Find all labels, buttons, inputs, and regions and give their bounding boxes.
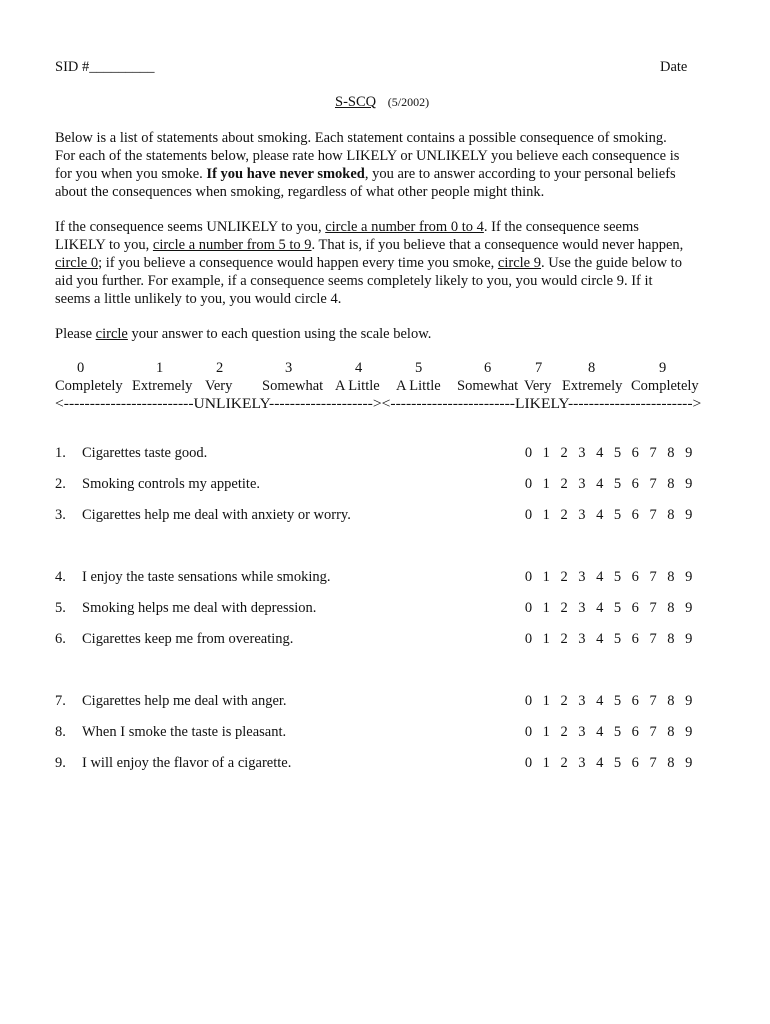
rating-option[interactable]: 7 [649,569,657,585]
rating-option[interactable]: 5 [613,631,622,647]
rating-option[interactable]: 5 [613,600,622,616]
rating-option[interactable]: 0 [524,724,533,740]
rating-option[interactable]: 2 [560,600,568,616]
scale-number: 2 [216,360,224,376]
rating-option[interactable]: 0 [524,755,533,771]
circle-0-underline: circle 0 [55,255,99,271]
rating-options [520,724,720,744]
rating-option[interactable]: 9 [685,755,693,771]
rating-option[interactable]: 6 [631,476,639,492]
rating-option[interactable]: 7 [649,600,657,616]
question-number: 6. [55,631,66,647]
question-text: Cigarettes taste good. [82,445,208,461]
rating-option[interactable]: 8 [667,631,675,647]
rating-option[interactable]: 5 [613,755,622,771]
rating-option[interactable]: 4 [596,600,604,616]
text-segment: for you when you smoke. [55,166,207,182]
question-row [55,631,715,651]
question-number: 9. [55,755,66,771]
rating-option[interactable]: 1 [542,693,550,709]
rating-option[interactable]: 3 [578,631,586,647]
rating-option[interactable]: 4 [596,569,604,585]
rating-option[interactable]: 6 [631,445,639,461]
date-field-label[interactable]: Date [660,59,688,75]
scale-label: Very [524,378,552,394]
rating-option[interactable]: 6 [631,631,639,647]
question-number: 4. [55,569,66,585]
rating-option[interactable]: 2 [560,507,568,523]
rating-options [520,569,720,589]
instructions-paragraph-1 [55,129,725,201]
form-version: (5/2002) [387,95,430,109]
scale-number: 9 [659,360,667,376]
rating-option[interactable]: 0 [524,445,533,461]
rating-option[interactable]: 7 [649,693,657,709]
text-segment: , you are to answer according to your personal beliefs [364,166,676,182]
scale-label: Extremely [562,378,623,394]
rating-option[interactable]: 7 [649,755,657,771]
question-row [55,507,715,527]
rating-option[interactable]: 9 [685,693,693,709]
rating-option[interactable]: 1 [542,507,550,523]
question-text: Cigarettes keep me from overeating. [82,631,294,647]
scale-label: Somewhat [457,378,519,394]
rating-option[interactable]: 2 [560,724,568,740]
instructions-line [55,218,725,236]
question-text: Cigarettes help me deal with anxiety or worry. [82,507,351,523]
question-number: 3. [55,507,66,523]
unlikely-range-underline: circle a number from 0 to 4 [325,219,484,235]
scale-label: A Little [335,378,380,394]
scale-number: 6 [484,360,492,376]
scale-number: 8 [588,360,596,376]
rating-option[interactable]: 5 [613,724,622,740]
question-number: 1. [55,445,66,461]
rating-options [520,693,720,713]
question-number: 5. [55,600,66,616]
rating-option[interactable]: 9 [685,476,693,492]
rating-option[interactable]: 8 [667,507,675,523]
instructions-paragraph-2 [55,218,725,308]
scale-number: 3 [285,360,293,376]
form-title [335,93,429,111]
likely-range-underline: circle a number from 5 to 9 [152,237,312,253]
rating-option[interactable]: 7 [649,445,657,461]
rating-option[interactable]: 1 [542,445,550,461]
scale-label: Extremely [132,378,193,394]
rating-option[interactable]: 2 [560,631,568,647]
rating-option[interactable]: 6 [631,755,639,771]
rating-option[interactable]: 3 [578,507,586,523]
rating-option[interactable]: 8 [667,445,675,461]
text-segment: If the consequence seems UNLIKELY to you, [55,219,326,235]
rating-option[interactable]: 8 [667,724,675,740]
rating-options [520,631,720,651]
sid-field-label[interactable]: SID #_________ [55,59,155,75]
rating-option[interactable]: 2 [560,445,568,461]
question-text: I enjoy the taste sensations while smoking. [82,569,331,585]
rating-option[interactable]: 5 [613,507,622,523]
rating-option[interactable]: 8 [667,693,675,709]
question-text: Cigarettes help me deal with anger. [82,693,287,709]
rating-options [520,755,720,775]
scale-number: 0 [77,360,85,376]
rating-option[interactable]: 1 [542,631,550,647]
rating-option[interactable]: 9 [685,445,693,461]
question-row [55,755,715,775]
scale-number: 1 [156,360,164,376]
text-segment: . That is, if you believe that a consequence would never happen, [311,237,684,253]
text-segment: . If the consequence seems [483,219,639,235]
instructions-line [55,236,725,254]
rating-option[interactable]: 6 [631,724,639,740]
scale-number: 4 [355,360,363,376]
instructions-line: Below is a list of statements about smoking. Each statement contains a possible consequence of smoking. [55,130,667,146]
instructions-line: about the consequences when smoking, regardless of what other people might think. [55,184,545,200]
scale-number: 7 [535,360,543,376]
rating-option[interactable]: 3 [578,693,586,709]
rating-option[interactable]: 0 [524,600,533,616]
rating-option[interactable]: 4 [596,507,604,523]
rating-option[interactable]: 2 [560,476,568,492]
rating-option[interactable]: 4 [596,693,604,709]
rating-option[interactable]: 4 [596,724,604,740]
rating-option[interactable]: 9 [685,600,693,616]
scale-label: Completely [55,378,123,394]
circle-9-underline: circle 9 [497,255,541,271]
rating-option[interactable]: 6 [631,600,639,616]
scale-label: Somewhat [262,378,324,394]
rating-option[interactable]: 8 [667,600,675,616]
rating-option[interactable]: 1 [542,600,550,616]
question-row [55,724,715,744]
rating-option[interactable]: 4 [596,755,604,771]
instructions-line: For each of the statements below, please rate how LIKELY or UNLIKELY you believe each consequence is [55,148,680,164]
scale-number: 5 [415,360,423,376]
text-segment: LIKELY to you, [55,237,153,253]
rating-option[interactable]: 5 [613,693,622,709]
rating-option[interactable]: 6 [631,569,639,585]
rating-option[interactable]: 7 [649,507,657,523]
rating-option[interactable]: 8 [667,569,675,585]
rating-option[interactable]: 4 [596,631,604,647]
question-text: Smoking controls my appetite. [82,476,261,492]
rating-option[interactable]: 2 [560,755,568,771]
text-segment: ; if you believe a consequence would happen every time you smoke, [98,255,498,271]
question-row [55,569,715,589]
rating-option[interactable]: 9 [685,569,693,585]
instructions-line [55,165,725,183]
rating-option[interactable]: 5 [613,445,622,461]
question-number: 7. [55,693,66,709]
rating-option[interactable]: 3 [578,569,586,585]
rating-option[interactable]: 0 [524,631,533,647]
likelihood-range-line: <-------------------------UNLIKELY--------------------><------------------------LIKELY------------------------> [55,396,702,412]
rating-options [520,600,720,620]
rating-option[interactable]: 0 [524,476,533,492]
question-row [55,600,715,620]
rating-option[interactable]: 2 [560,693,568,709]
question-row [55,693,715,713]
rating-option[interactable]: 1 [542,569,550,585]
instructions-line [55,325,725,343]
rating-option[interactable]: 5 [613,476,622,492]
question-text: Smoking helps me deal with depression. [82,600,317,616]
rating-option[interactable]: 9 [685,724,693,740]
rating-option[interactable]: 1 [542,724,550,740]
rating-option[interactable]: 0 [524,569,533,585]
rating-option[interactable]: 9 [685,631,693,647]
form-title-text: S-SCQ [335,94,377,110]
rating-option[interactable]: 4 [596,445,604,461]
rating-option[interactable]: 7 [649,476,657,492]
text-segment: your answer to each question using the scale below. [127,326,432,342]
rating-option[interactable]: 3 [578,600,586,616]
rating-option[interactable]: 1 [542,476,550,492]
rating-option[interactable]: 5 [613,569,622,585]
question-text: When I smoke the taste is pleasant. [82,724,287,740]
scale-label: Completely [631,378,699,394]
scale-label: Very [205,378,233,394]
rating-option[interactable]: 7 [649,724,657,740]
question-number: 2. [55,476,66,492]
question-row [55,445,715,465]
instructions-line [55,254,725,272]
rating-option[interactable]: 9 [685,507,693,523]
rating-option[interactable]: 2 [560,569,568,585]
rating-option[interactable]: 3 [578,476,586,492]
rating-option[interactable]: 7 [649,631,657,647]
rating-option[interactable]: 6 [631,507,639,523]
instructions-paragraph-3 [55,325,725,343]
rating-option[interactable]: 0 [524,693,533,709]
rating-options [520,445,720,465]
rating-option[interactable]: 3 [578,445,586,461]
rating-options [520,507,720,527]
never-smoked-emphasis: If you have never smoked [206,166,365,182]
text-segment: Please [55,326,96,342]
instructions-line: seems a little unlikely to you, you would circle 4. [55,291,342,307]
rating-option[interactable]: 3 [578,724,586,740]
rating-option[interactable]: 1 [542,755,550,771]
question-text: I will enjoy the flavor of a cigarette. [82,755,292,771]
circle-underline: circle [95,326,128,342]
rating-option[interactable]: 8 [667,755,675,771]
rating-option[interactable]: 6 [631,693,639,709]
rating-options [520,476,720,496]
question-row [55,476,715,496]
instructions-line: aid you further. For example, if a consequence seems completely likely to you, you would circle 9. If it [55,273,653,289]
text-segment: . Use the guide below to [541,255,682,271]
rating-option[interactable]: 4 [596,476,604,492]
rating-option[interactable]: 3 [578,755,586,771]
scale-label: A Little [396,378,441,394]
rating-option[interactable]: 0 [524,507,533,523]
question-number: 8. [55,724,66,740]
rating-option[interactable]: 8 [667,476,675,492]
